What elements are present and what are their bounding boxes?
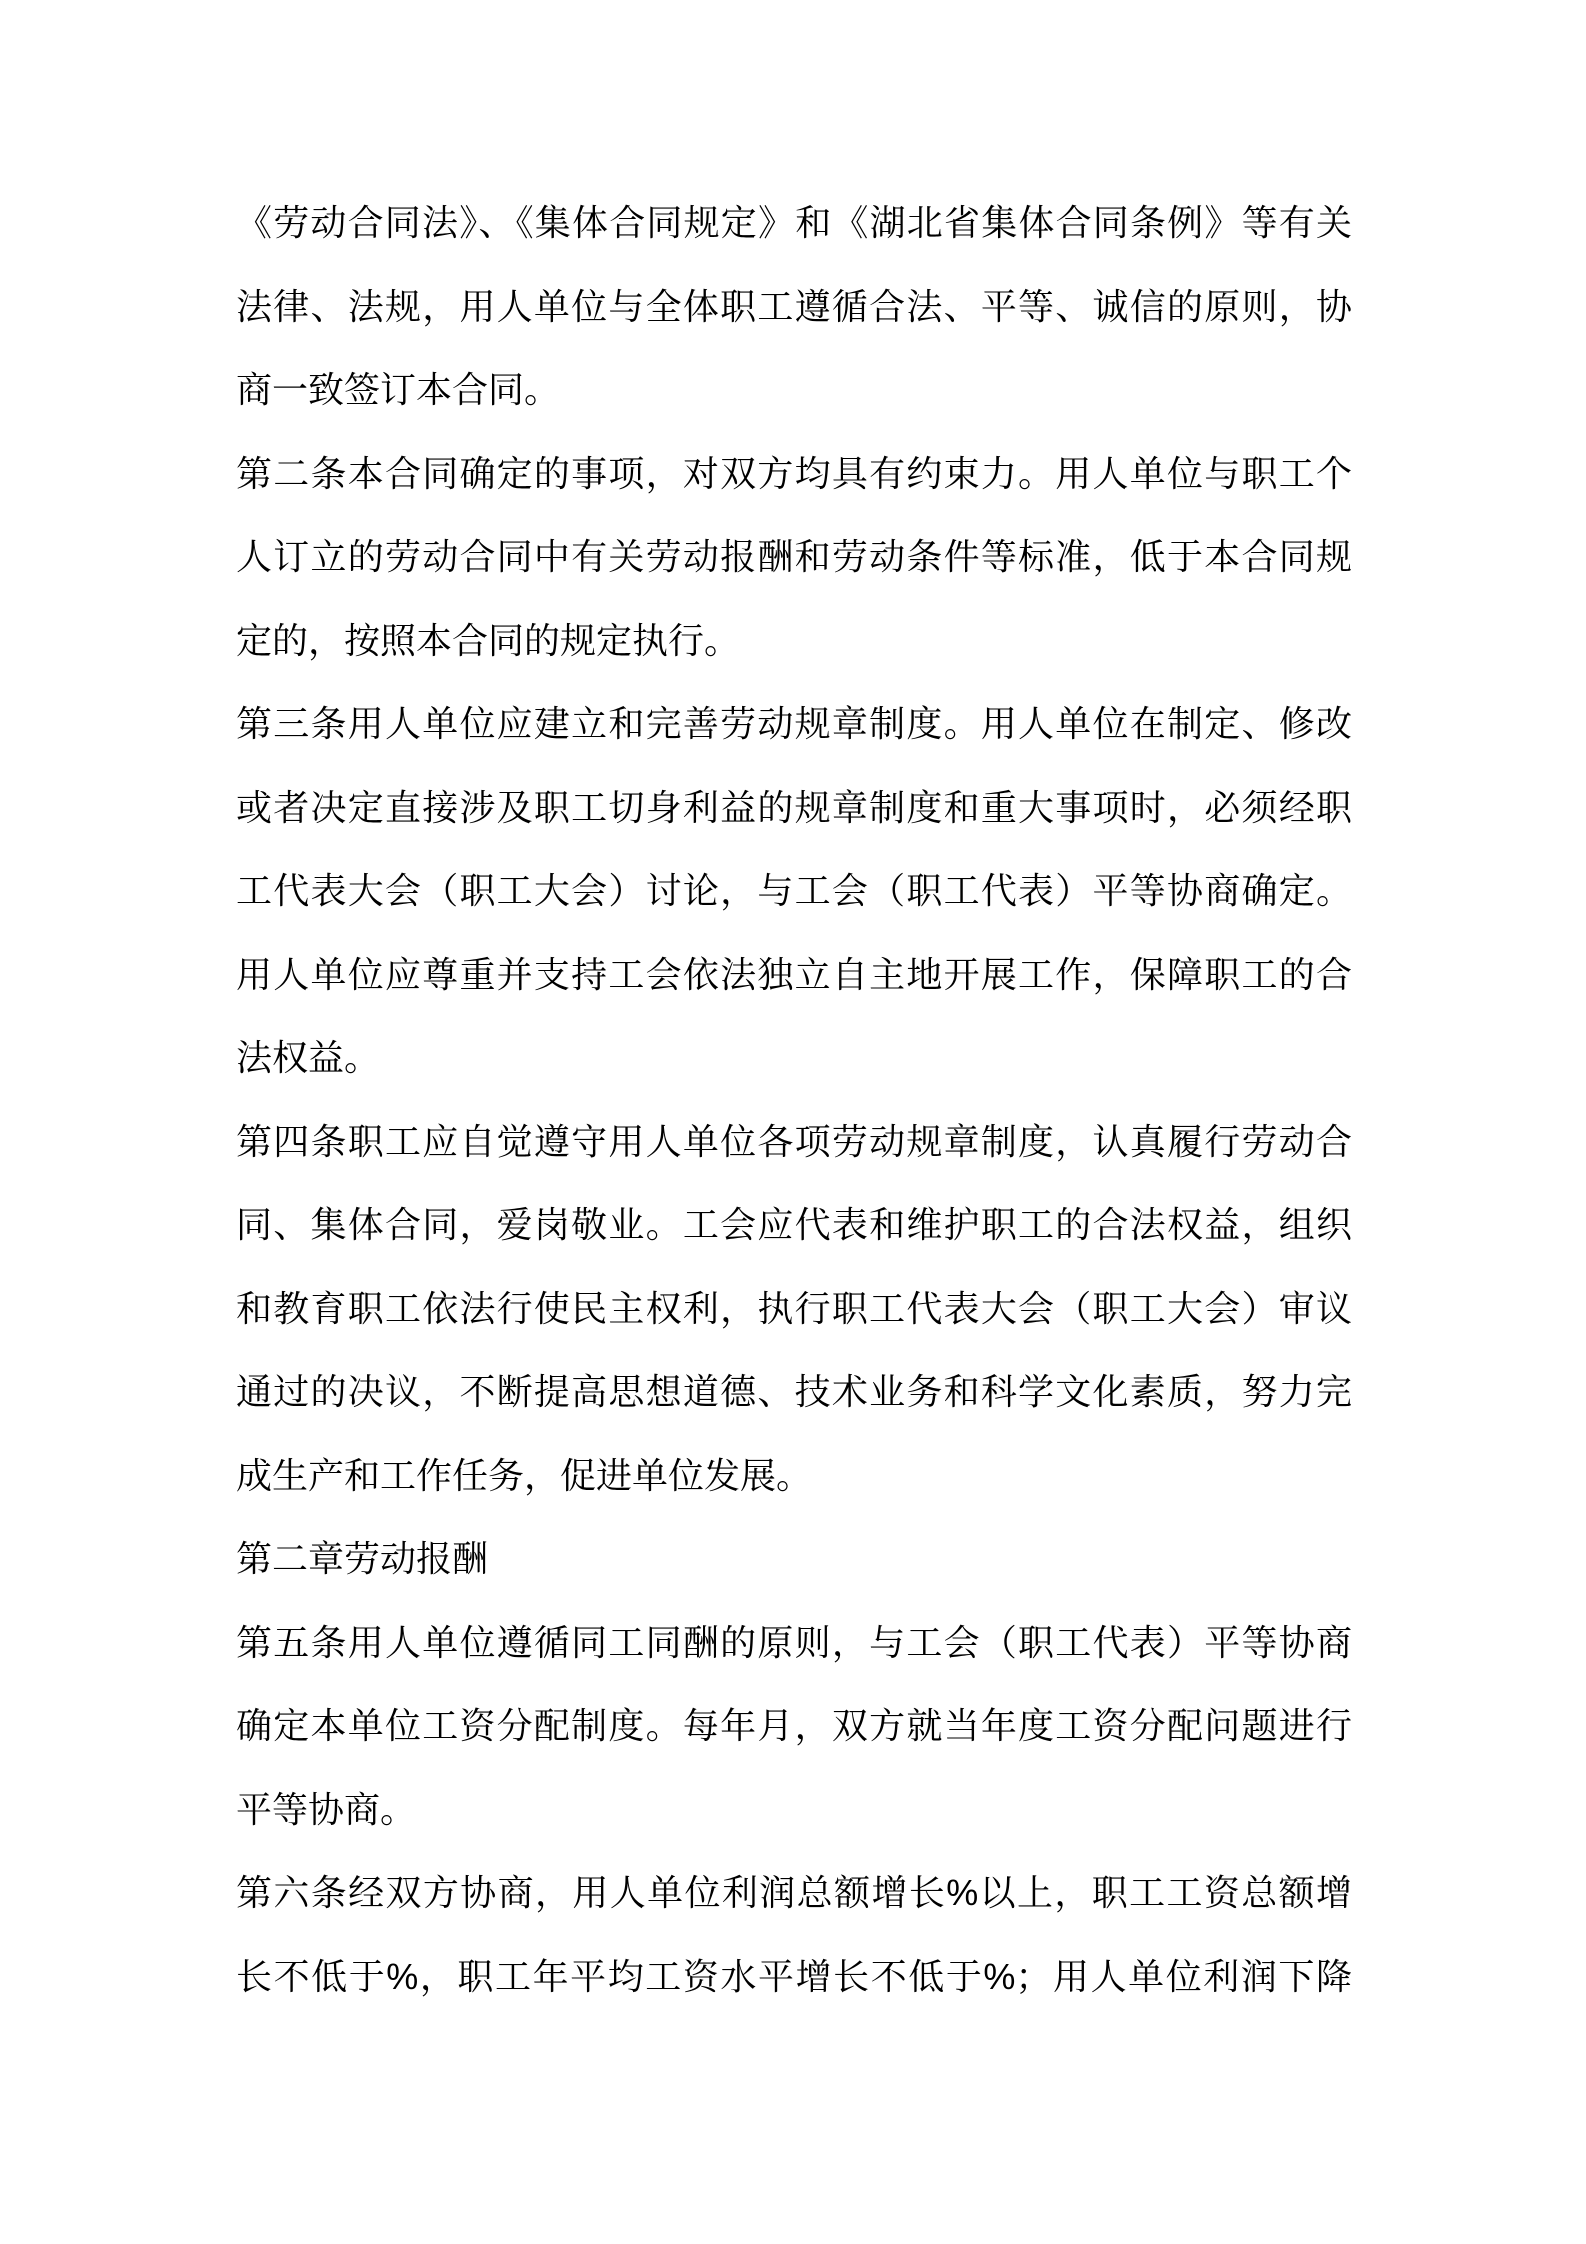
text-line: 成生产和工作任务，促进单位发展。 bbox=[236, 1454, 813, 1496]
text-line: 通过的决议，不断提高思想道德、技术业务和科学文化素质，努力完 bbox=[236, 1371, 1352, 1412]
text-line: 第六条经双方协商，用人单位利润总额增长%以上，职工工资总额增 bbox=[236, 1872, 1352, 1913]
text-line: 长不低于%，职工年平均工资水平增长不低于%；用人单位利润下降 bbox=[236, 1955, 1352, 1997]
text-line: 同、集体合同，爱岗敬业。工会应代表和维护职工的合法权益，组织 bbox=[236, 1204, 1352, 1245]
text-line: 第四条职工应自觉遵守用人单位各项劳动规章制度，认真履行劳动合 bbox=[236, 1120, 1352, 1162]
text-line: 定的，按照本合同的规定执行。 bbox=[236, 619, 741, 661]
text-line: 法律、法规，用人单位与全体职工遵循合法、平等、诚信的原则，协 bbox=[236, 285, 1352, 327]
chapter-heading: 第二章劳动报酬 bbox=[236, 1538, 489, 1579]
text-line: 人订立的劳动合同中有关劳动报酬和劳动条件等标准，低于本合同规 bbox=[236, 536, 1352, 577]
text-line: 法权益。 bbox=[236, 1037, 381, 1078]
text-line: 平等协商。 bbox=[236, 1788, 417, 1830]
text-line: 工代表大会（职工大会）讨论，与工会（职工代表）平等协商确定。 bbox=[236, 870, 1352, 911]
contract-text-block bbox=[236, 181, 1352, 2018]
text-line: 第二条本合同确定的事项，对双方均具有约束力。用人单位与职工个 bbox=[236, 452, 1352, 494]
text-line: 或者决定直接涉及职工切身利益的规章制度和重大事项时，必须经职 bbox=[236, 786, 1352, 828]
text-line: 第五条用人单位遵循同工同酬的原则，与工会（职工代表）平等协商 bbox=[236, 1621, 1352, 1663]
text-line: 商一致签订本合同。 bbox=[236, 369, 561, 410]
text-line: 《劳动合同法》、《集体合同规定》和《湖北省集体合同条例》等有关 bbox=[236, 202, 1352, 243]
text-line: 确定本单位工资分配制度。每年月，双方就当年度工资分配问题进行 bbox=[236, 1705, 1352, 1746]
text-line: 用人单位应尊重并支持工会依法独立自主地开展工作，保障职工的合 bbox=[236, 953, 1352, 995]
text-line: 和教育职工依法行使民主权利，执行职工代表大会（职工大会）审议 bbox=[236, 1287, 1352, 1329]
text-line: 第三条用人单位应建立和完善劳动规章制度。用人单位在制定、修改 bbox=[236, 703, 1352, 744]
